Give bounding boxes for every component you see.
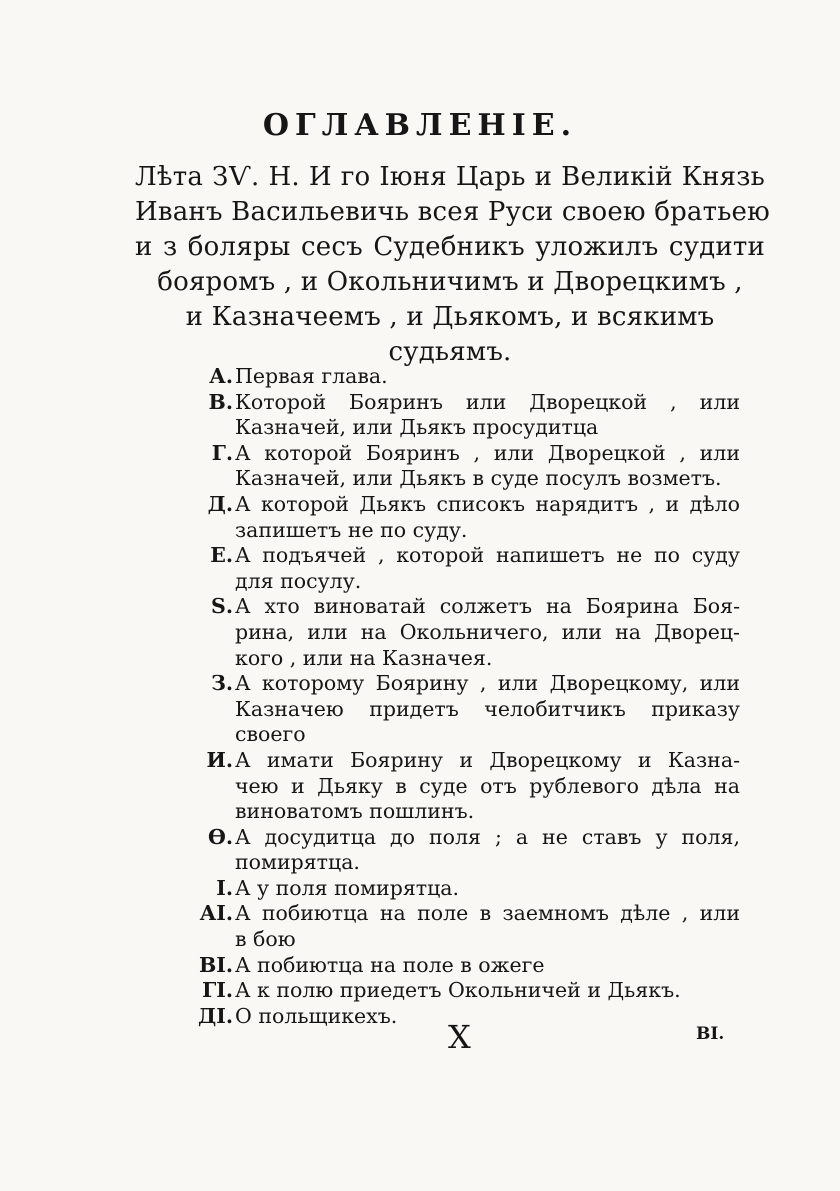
toc-entry-line: А побиютца на поле в ожеге <box>235 952 545 977</box>
toc-entry-line: А хто виноватай солжетъ на Боярина Боя- <box>235 594 740 619</box>
toc-entry-line: А к полю приедетъ Окольничей и Дьякъ. <box>235 978 681 1003</box>
toc-entry <box>140 594 740 671</box>
toc-entry-number: І. <box>216 875 233 900</box>
toc-entry-text <box>235 441 740 492</box>
toc-entry-line: Которой Бояринъ или Дворецкой , или <box>235 389 740 414</box>
toc-entry-number: В. <box>208 389 233 414</box>
toc-entry-line: А которой Дьякъ списокъ нарядитъ , и дѣло <box>235 491 740 516</box>
toc-entry-number: ВІ. <box>198 952 233 977</box>
toc-entry-line: А подъячей , которой напишетъ не по суду <box>235 543 740 568</box>
toc-entry-line: запишетъ не по суду. <box>235 517 468 542</box>
toc-entry-line: чею и Дьяку в суде отъ рублевого дѣла на <box>235 773 740 798</box>
toc-entry-text <box>235 1004 740 1030</box>
toc-entry <box>140 543 740 594</box>
toc-entry-text <box>235 364 740 390</box>
page-title: ОГЛАВЛЕНІЕ. <box>262 108 578 143</box>
toc-entry <box>140 876 740 902</box>
toc-entry <box>140 364 740 390</box>
toc-entry-line: в бою <box>235 927 296 952</box>
preamble-line: и з боляры сесъ Судебникъ уложилъ судити <box>135 232 765 262</box>
toc-entry-text <box>235 748 740 825</box>
toc-entry-line: А которой Бояринъ , или Дворецкой , или <box>235 440 740 465</box>
catchword: ВІ. <box>696 1024 725 1044</box>
toc-entry <box>140 978 740 1004</box>
toc-entry <box>140 671 740 748</box>
toc-entry <box>140 492 740 543</box>
toc-entry-text <box>235 594 740 671</box>
toc-entry-text <box>235 671 740 748</box>
toc-entry-number: З. <box>211 671 233 696</box>
toc-entry-text <box>235 876 740 902</box>
toc-entry-line: А побиютца на поле в заемномъ дѣле , или <box>235 901 740 926</box>
toc-entry-text <box>235 390 740 441</box>
toc-entry-line: А у поля помирятца. <box>235 875 460 900</box>
toc-entry-number: ГІ. <box>202 978 233 1003</box>
preamble-paragraph <box>135 160 770 370</box>
toc-entry <box>140 748 740 825</box>
toc-entry <box>140 953 740 979</box>
preamble-line: бояромъ , и Окольничимъ и Дворецкимъ , <box>157 267 743 297</box>
toc-entry-number: А. <box>209 364 233 388</box>
toc-entry-text <box>235 953 740 979</box>
toc-entry-line: Первая глава. <box>235 364 388 388</box>
toc-entry-text <box>235 543 740 594</box>
toc-entry-text <box>235 492 740 543</box>
toc-entry <box>140 825 740 876</box>
toc-entry-line: рина, или на Окольничего, или на Дворец- <box>235 619 740 644</box>
toc-entry-line: для посулу. <box>235 568 362 593</box>
toc-entry-line: А досудитца до поля ; а не ставъ у поля, <box>235 824 740 849</box>
toc-entry-number: Ѳ. <box>208 824 233 849</box>
toc-entry-line: А имати Боярину и Дворецкому и Казна- <box>235 747 740 772</box>
toc-entry-text <box>235 901 740 952</box>
preamble-line: Лѣта ЗѴ. Н. И го Іюня Царь и Великій Князь <box>135 162 765 192</box>
signature-mark: Х <box>448 1018 471 1056</box>
toc-entry-number: Г. <box>211 440 233 465</box>
toc-entry-text <box>235 825 740 876</box>
toc-entry-number: Д. <box>207 491 233 516</box>
toc-entry-number: Е. <box>210 543 233 568</box>
preamble-line: судьямъ. <box>388 337 512 367</box>
toc-entry <box>140 901 740 952</box>
toc-entry-line: помирятца. <box>235 850 360 875</box>
toc-entry-number: ДІ. <box>198 1003 233 1028</box>
toc-entry-line: виноватомъ пошлинъ. <box>235 799 475 824</box>
toc-entry-number: И. <box>206 747 233 772</box>
toc-entry-number: Ѕ. <box>211 594 233 619</box>
toc-entry-line: Казначей, или Дьякъ в суде посулъ возметъ. <box>235 466 722 491</box>
toc-entry <box>140 390 740 441</box>
toc-entry-line: своего <box>235 722 306 747</box>
toc-entry-line: кого , или на Казначея. <box>235 645 493 670</box>
preamble-line: Иванъ Васильевичь всея Руси своею братьею <box>135 197 770 227</box>
toc-entry-line: Казначею придетъ челобитчикъ приказу <box>235 696 740 721</box>
toc-entry-text <box>235 978 740 1004</box>
toc-entry <box>140 1004 740 1030</box>
toc-entry <box>140 441 740 492</box>
preamble-line: и Казначеемъ , и Дьякомъ, и всякимъ <box>185 302 715 332</box>
toc-entry-line: А которому Боярину , или Дворецкому, или <box>235 671 740 696</box>
toc-entry-line: Казначей, или Дьякъ просудитца <box>235 415 599 440</box>
table-of-contents <box>140 364 740 1029</box>
toc-entry-number: АІ. <box>199 901 233 926</box>
toc-entry-line: О польщикехъ. <box>235 1003 398 1028</box>
